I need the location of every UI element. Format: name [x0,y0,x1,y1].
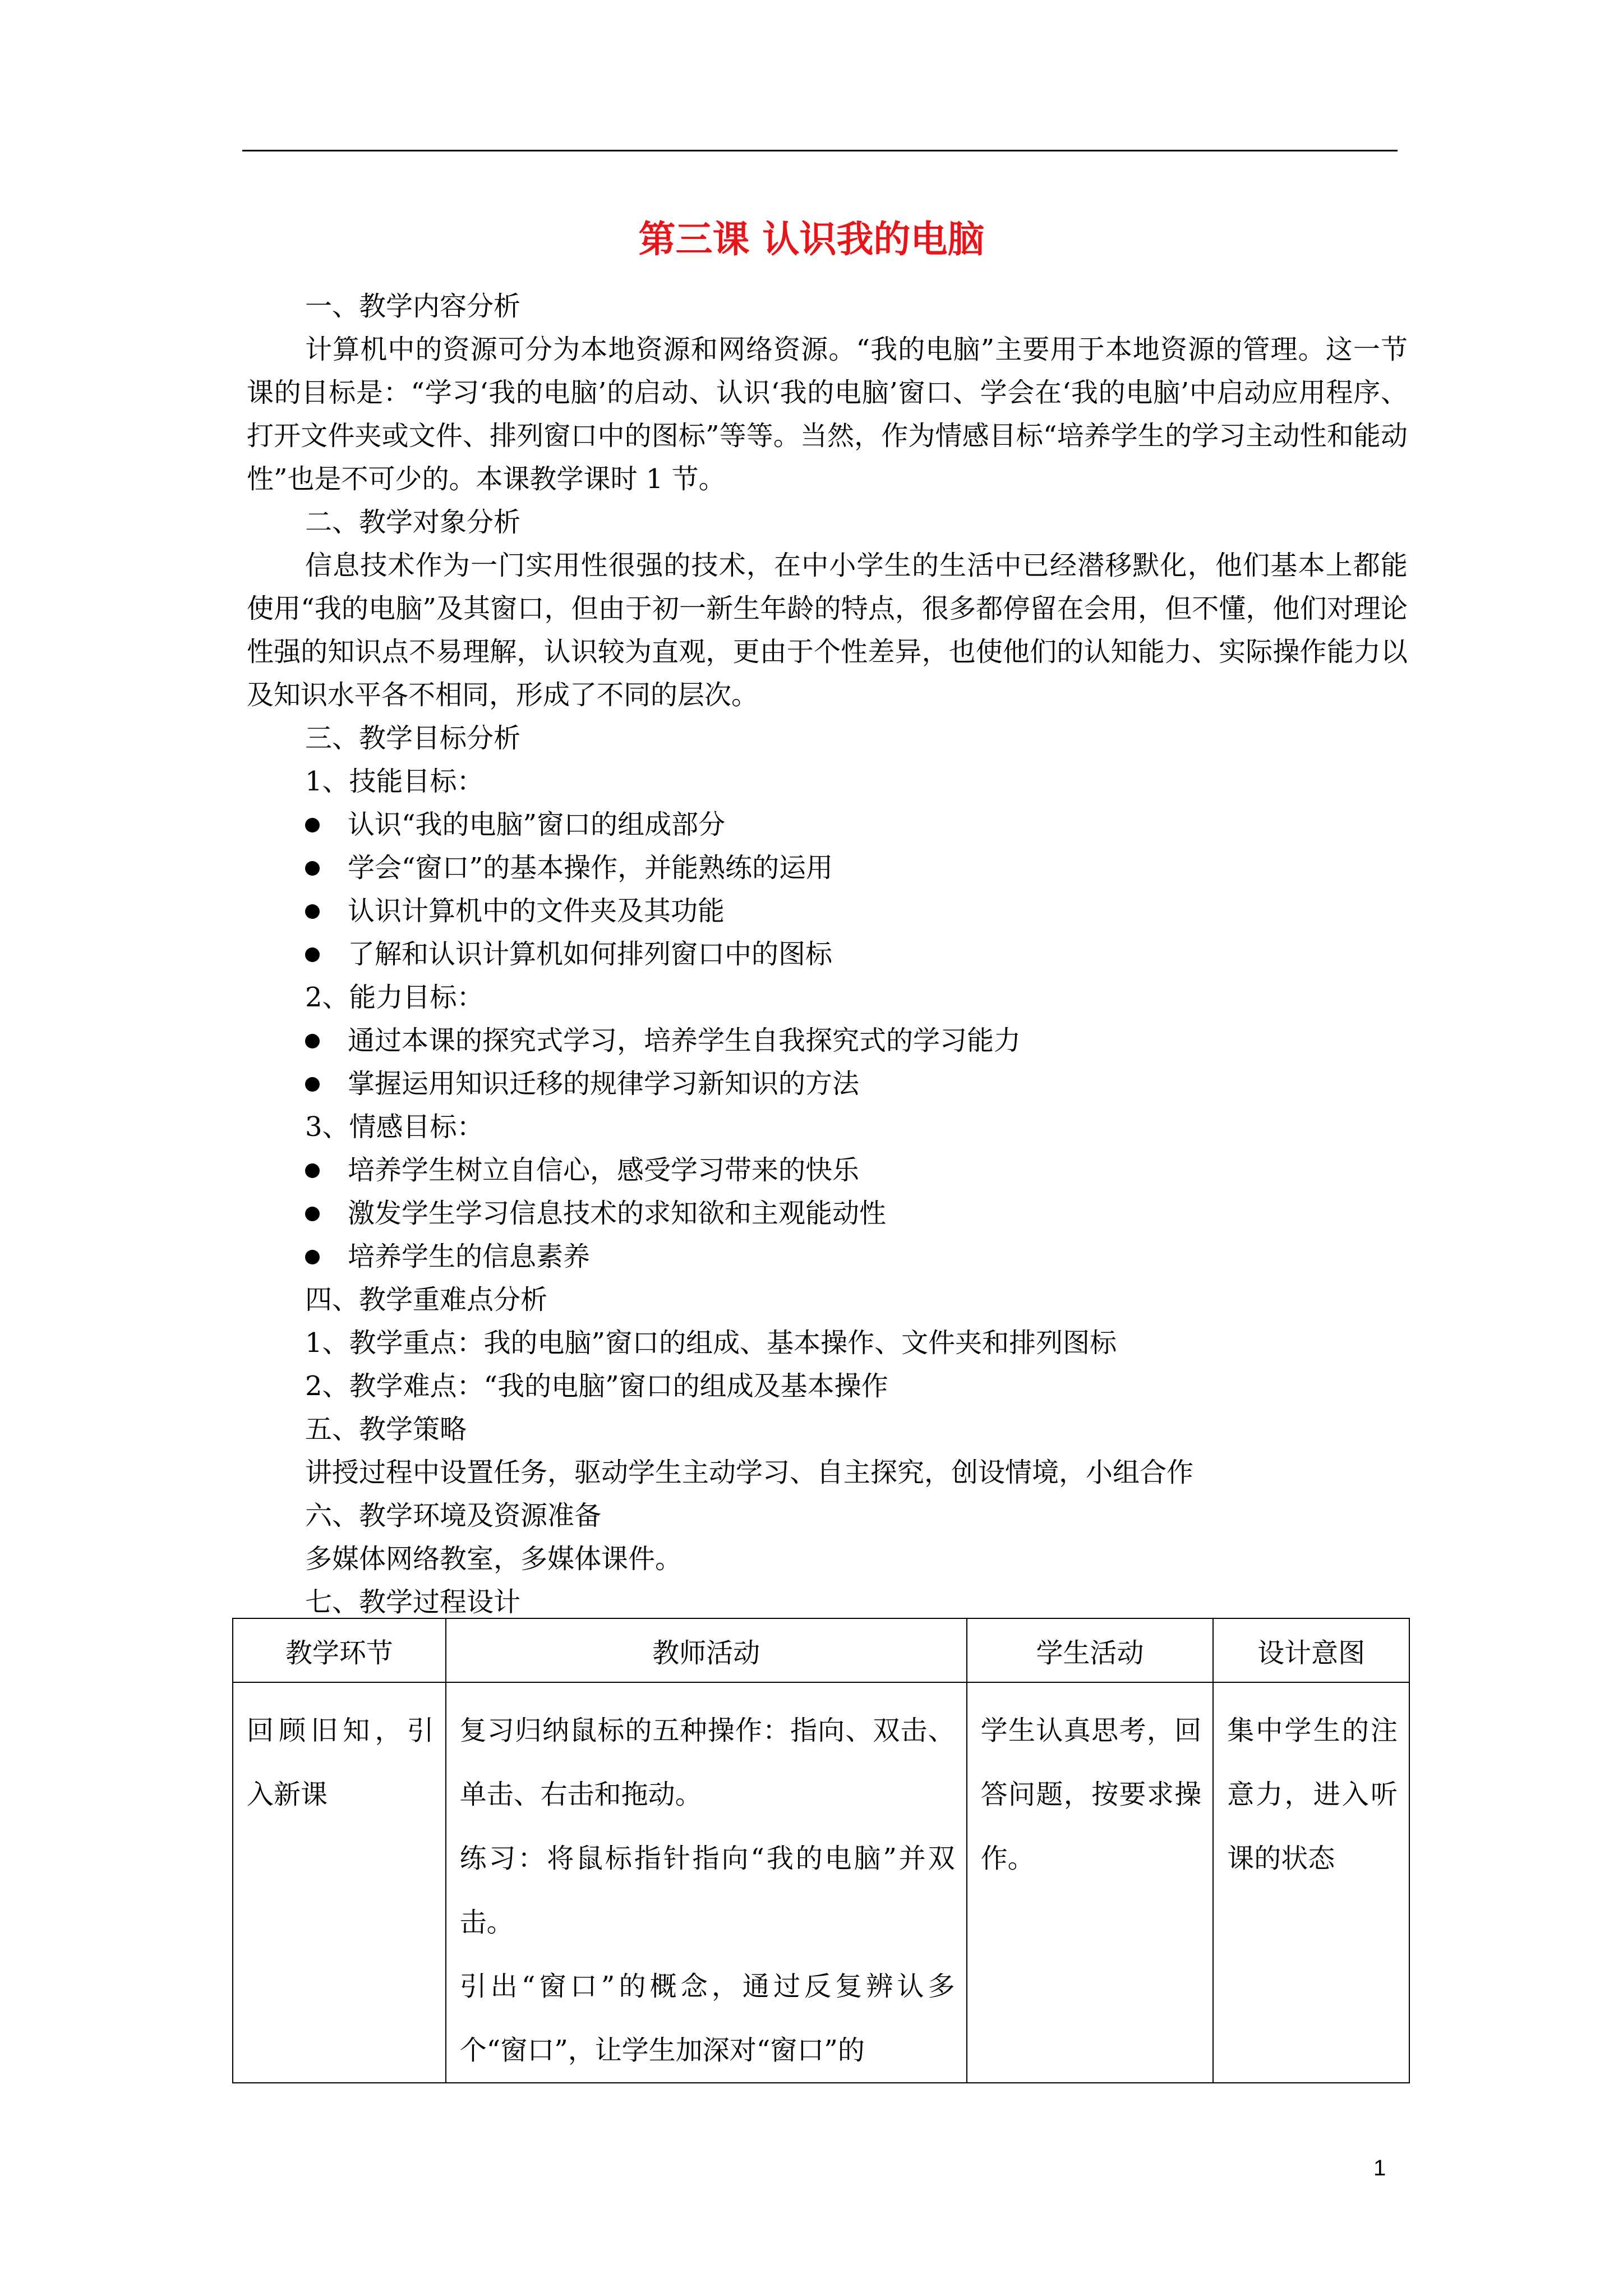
lesson-process-table [232,1618,1410,2083]
bullet-icon [305,1207,320,1221]
section-heading-1: 一、教学内容分析 [305,291,521,322]
teacher-activity-text: 复习归纳鼠标的五种操作：指向、双击、单击、右击和拖动。 [459,1715,955,1810]
bullet-icon [305,904,320,919]
emotion-goals-heading: 3、情感目标： [305,1111,484,1143]
key-point: 1、教学重点：我的电脑”窗口的组成、基本操作、文件夹和排列图标 [305,1327,1117,1359]
section-heading-3: 三、教学目标分析 [305,723,521,754]
strategy-text: 讲授过程中设置任务，驱动学生主动学习、自主探究，创设情境，小组合作 [305,1457,1194,1488]
bullet-icon [305,1250,320,1264]
teacher-activity-cell [446,1682,967,2083]
column-header: 教学环节 [233,1618,446,1682]
bullet-icon [305,1077,320,1092]
student-activity-cell: 学生认真思考，回答问题，按要求操作。 [967,1682,1214,2083]
section-heading-6: 六、教学环境及资源准备 [305,1500,602,1531]
difficult-point: 2、教学难点：“我的电脑”窗口的组成及基本操作 [305,1370,888,1402]
list-item: 学会“窗口”的基本操作，并能熟练的运用 [247,846,1408,890]
stage-cell: 回顾旧知，引入新课 [233,1682,446,2083]
list-item: 培养学生树立自信心，感受学习带来的快乐 [247,1149,1408,1192]
bullet-icon [305,1034,320,1048]
section-heading-4: 四、教学重难点分析 [305,1284,548,1315]
list-item: 通过本课的探究式学习，培养学生自我探究式的学习能力 [247,1019,1408,1062]
list-item: 激发学生学习信息技术的求知欲和主观能动性 [247,1192,1408,1235]
table-header-row [233,1618,1409,1682]
design-intent-cell: 集中学生的注意力，进入听课的状态 [1213,1682,1409,2083]
header-rule [242,150,1398,151]
list-item: 认识计算机中的文件夹及其功能 [247,890,1408,933]
section-heading-7: 七、教学过程设计 [305,1586,521,1618]
bullet-icon [305,1163,320,1178]
list-item: 了解和认识计算机如何排列窗口中的图标 [247,933,1408,976]
page-title: 第三课 认识我的电脑 [638,218,985,261]
page-number: 1 [1373,2156,1386,2180]
list-item: 掌握运用知识迁移的规律学习新知识的方法 [247,1062,1408,1106]
bullet-icon [305,947,320,962]
ability-goals-heading: 2、能力目标： [305,982,484,1013]
list-item: 认识“我的电脑”窗口的组成部分 [247,803,1408,846]
bullet-icon [305,818,320,832]
column-header: 设计意图 [1213,1618,1409,1682]
bullet-icon [305,861,320,876]
section-paragraph-1: 计算机中的资源可分为本地资源和网络资源。“我的电脑”主要用于本地资源的管理。这一节课的目标是：“学习‘我的电脑’的启动、认识‘我的电脑’窗口、学会在‘我的电脑’中启动应用程序、打开文件夹或文件、排列窗口中的图标”等等。当然，作为情感目标“培养学生的学习主动性和能动性”也是不可少的。本课教学课时 1 节。 [247,334,1408,495]
teacher-activity-text: 练习：将鼠标指针指向“我的电脑”并双击。 [459,1843,955,1938]
document-body [247,285,1408,1624]
column-header: 教师活动 [446,1618,967,1682]
section-paragraph-2: 信息技术作为一门实用性很强的技术，在中小学生的生活中已经潜移默化，他们基本上都能使用“我的电脑”及其窗口，但由于初一新生年龄的特点，很多都停留在会用，但不懂，他们对理论性强的知识点不易理解，认识较为直观，更由于个性差异，也使他们的认知能力、实际操作能力以及知识水平各不相同，形成了不同的层次。 [247,550,1408,711]
table-row [233,1682,1409,2083]
column-header: 学生活动 [967,1618,1214,1682]
section-heading-2: 二、教学对象分析 [305,507,521,538]
skill-goals-heading: 1、技能目标： [305,766,484,797]
teacher-activity-text: 引出“窗口”的概念，通过反复辨认多个“窗口”，让学生加深对“窗口”的 [459,1971,955,2066]
list-item: 培养学生的信息素养 [247,1235,1408,1278]
section-heading-5: 五、教学策略 [305,1414,467,1445]
environment-text: 多媒体网络教室，多媒体课件。 [305,1543,683,1575]
